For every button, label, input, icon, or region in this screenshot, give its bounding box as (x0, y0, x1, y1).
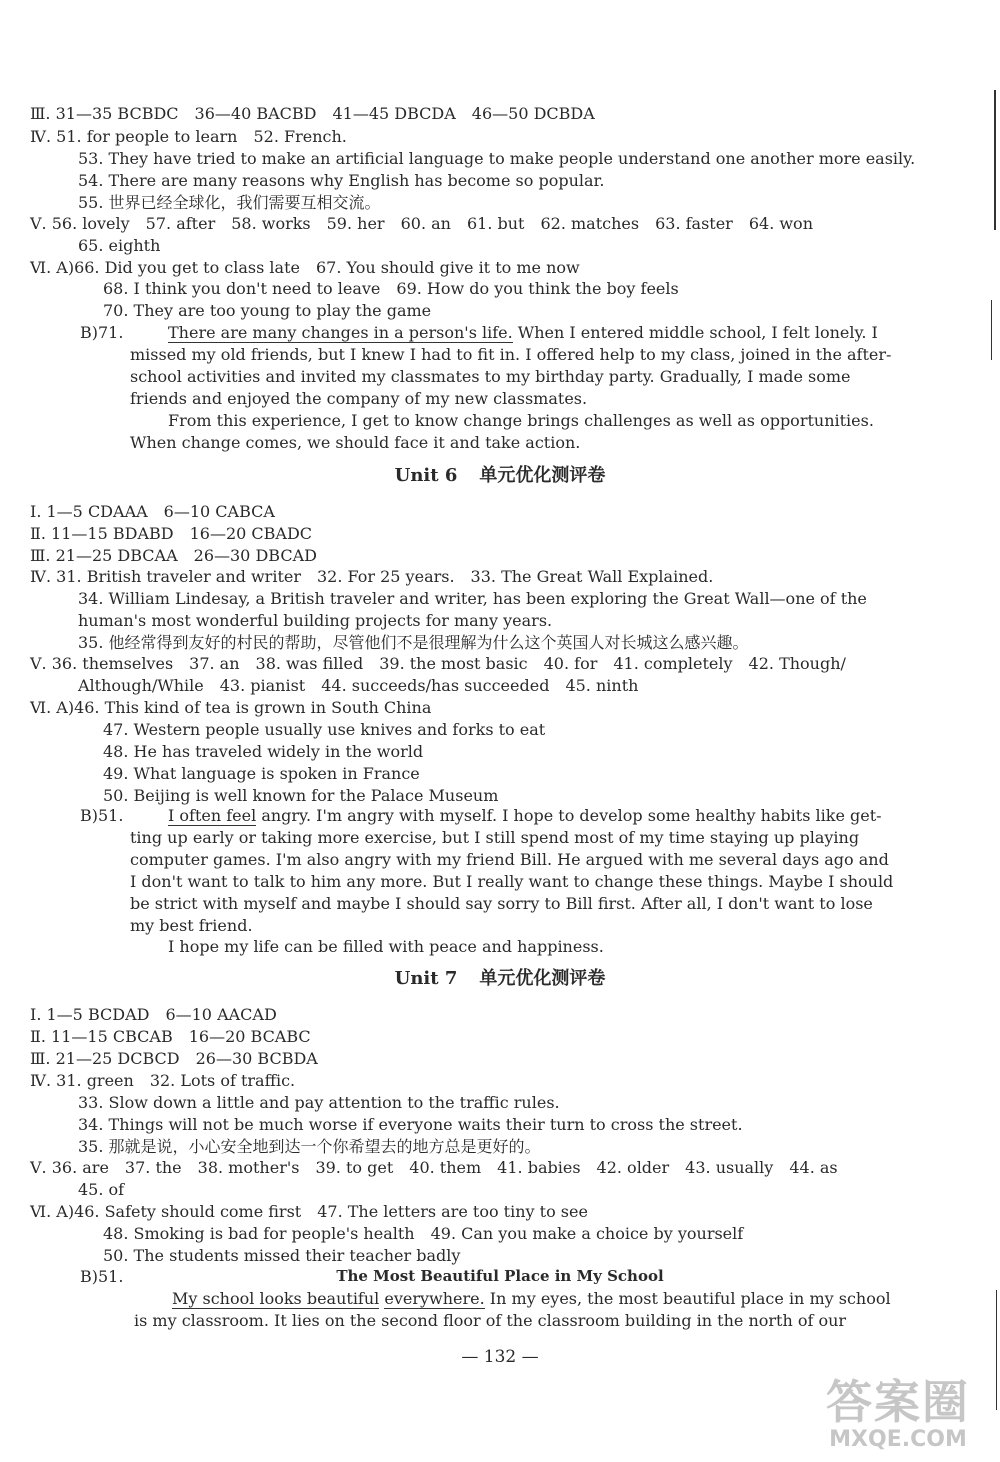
essay-text: angry. I'm angry with myself. I hope to develop some healthy habits like get- (256, 806, 882, 825)
answer-line: 47. Western people usually use knives and forks to eat (103, 720, 546, 739)
page-edge-shadow (991, 300, 992, 360)
essay-line (168, 323, 878, 343)
answer-line: 68. I think you don't need to leave 69. How do you think the boy feels (103, 279, 679, 298)
essay-text: When I entered middle school, I felt lonely. I (512, 323, 878, 342)
essay-line: is my classroom. It lies on the second floor of the classroom building in the north of our (134, 1311, 847, 1330)
answer-line: 50. Beijing is well known for the Palace Museum (103, 786, 499, 805)
answer-line: Ⅴ. 36. are 37. the 38. mother's 39. to get 40. them 41. babies 42. older 43. usually 44. as (30, 1158, 838, 1177)
unit-7-title (0, 968, 1000, 990)
answer-line: 35. 那就是说，小心安全地到达一个你希望去的地方总是更好的。 (78, 1137, 541, 1156)
watermark-logo: 答案圈 (826, 1375, 970, 1429)
answer-line: 65. eighth (78, 236, 161, 255)
answer-line: 48. Smoking is bad for people's health 49. Can you make a choice by yourself (103, 1224, 744, 1243)
essay-line (168, 806, 882, 826)
answer-line: Ⅵ. A)66. Did you get to class late 67. You should give it to me now (30, 258, 580, 277)
answer-line: Ⅵ. A)46. Safety should come first 47. The letters are too tiny to see (30, 1202, 588, 1221)
answer-line: Ⅱ. 11—15 BDABD 16—20 CBADC (30, 524, 313, 543)
answer-line: Ⅳ. 31. green 32. Lots of traffic. (30, 1071, 296, 1090)
essay-underlined-word: everywhere. (384, 1289, 485, 1308)
essay-underlined-sentence: There are many changes in a person's life. (168, 323, 513, 342)
essay-line: From this experience, I get to know change brings challenges as well as opportunities. (168, 411, 874, 430)
answer-line: Ⅲ. 31—35 BCBDC 36—40 BACBD 41—45 DBCDA 46—50 DCBDA (30, 104, 595, 123)
answer-line: 54. There are many reasons why English has become so popular. (78, 171, 605, 190)
answer-line: Ⅰ. 1—5 CDAAA 6—10 CABCA (30, 502, 275, 521)
unit-label: Unit 6 (394, 465, 458, 486)
answer-line: human's most wonderful building projects for many years. (78, 611, 553, 630)
answer-line: Ⅵ. A)46. This kind of tea is grown in South China (30, 698, 432, 717)
essay-title: The Most Beautiful Place in My School (336, 1267, 664, 1285)
answer-line: Ⅳ. 31. British traveler and writer 32. For 25 years. 33. The Great Wall Explained. (30, 567, 714, 586)
answer-line: 34. Things will not be much worse if everyone waits their turn to cross the street. (78, 1115, 743, 1134)
answer-line: Ⅲ. 21—25 DCBCD 26—30 BCBDA (30, 1049, 318, 1068)
answer-line: 34. William Lindesay, a British traveler and writer, has been exploring the Great Wall—one of the (78, 589, 867, 608)
answer-line: 50. The students missed their teacher badly (103, 1246, 461, 1265)
unit-6-title (0, 465, 1000, 487)
answer-line: 55. 世界已经全球化，我们需要互相交流。 (78, 193, 381, 212)
answer-line: Ⅴ. 56. lovely 57. after 58. works 59. her 60. an 61. but 62. matches 63. faster 64. won (30, 214, 813, 233)
answer-line: 48. He has traveled widely in the world (103, 742, 424, 761)
essay-underlined-sentence: I often feel (168, 806, 257, 825)
essay-line: my best friend. (130, 916, 253, 935)
answer-line: Although/While 43. pianist 44. succeeds/has succeeded 45. ninth (78, 676, 639, 695)
unit-label: Unit 7 (394, 968, 458, 989)
essay-line: When change comes, we should face it and take action. (130, 433, 581, 452)
answer-line: 45. of (78, 1180, 125, 1199)
answer-line: 53. They have tried to make an artificial language to make people understand one another more easily. (78, 149, 916, 168)
answer-line: Ⅲ. 21—25 DBCAA 26—30 DBCAD (30, 546, 317, 565)
page-number: — 132 — (461, 1347, 539, 1367)
page-edge-shadow (994, 90, 996, 230)
essay-line: I hope my life can be filled with peace and happiness. (168, 937, 604, 956)
answer-line: Ⅱ. 11—15 CBCAB 16—20 BCABC (30, 1027, 311, 1046)
essay-line: I don't want to talk to him any more. But I really want to change these things. Maybe I should (130, 872, 894, 891)
essay-underlined-sentence: My school looks beautiful (172, 1289, 380, 1308)
essay-text: In my eyes, the most beautiful place in my school (484, 1289, 891, 1308)
essay-line: friends and enjoyed the company of my new classmates. (130, 389, 588, 408)
answer-line: 35. 他经常得到友好的村民的帮助，尽管他们不是很理解为什么这个英国人对长城这么感兴趣。 (78, 633, 749, 652)
watermark (826, 1376, 970, 1452)
essay-label: B)51. (80, 1267, 124, 1286)
answer-line: Ⅴ. 36. themselves 37. an 38. was filled 39. the most basic 40. for 41. completely 42. Though/ (30, 654, 846, 673)
answer-line: Ⅳ. 51. for people to learn 52. French. (30, 127, 347, 146)
page-edge-shadow (996, 1290, 997, 1410)
essay-line: school activities and invited my classmates to my birthday party. Gradually, I made some (130, 367, 851, 386)
essay-line: computer games. I'm also angry with my friend Bill. He argued with me several days ago and (130, 850, 889, 869)
answer-line: Ⅰ. 1—5 BCDAD 6—10 AACAD (30, 1005, 277, 1024)
essay-line (172, 1289, 891, 1309)
essay-label: B)71. (80, 323, 124, 342)
answer-line: 33. Slow down a little and pay attention to the traffic rules. (78, 1093, 560, 1112)
watermark-url: MXQE.COM (829, 1427, 967, 1452)
unit-subtitle: 单元优化测评卷 (479, 465, 606, 486)
answer-line: 70. They are too young to play the game (103, 301, 432, 320)
essay-line: missed my old friends, but I knew I had to fit in. I offered help to my class, joined in the after- (130, 345, 892, 364)
essay-line: ting up early or taking more exercise, but I still spend most of my time staying up playing (130, 828, 860, 847)
unit-subtitle: 单元优化测评卷 (479, 968, 606, 989)
essay-label: B)51. (80, 806, 124, 825)
essay-line: be strict with myself and maybe I should say sorry to Bill first. After all, I don't want to lose (130, 894, 873, 913)
answer-line: 49. What language is spoken in France (103, 764, 420, 783)
